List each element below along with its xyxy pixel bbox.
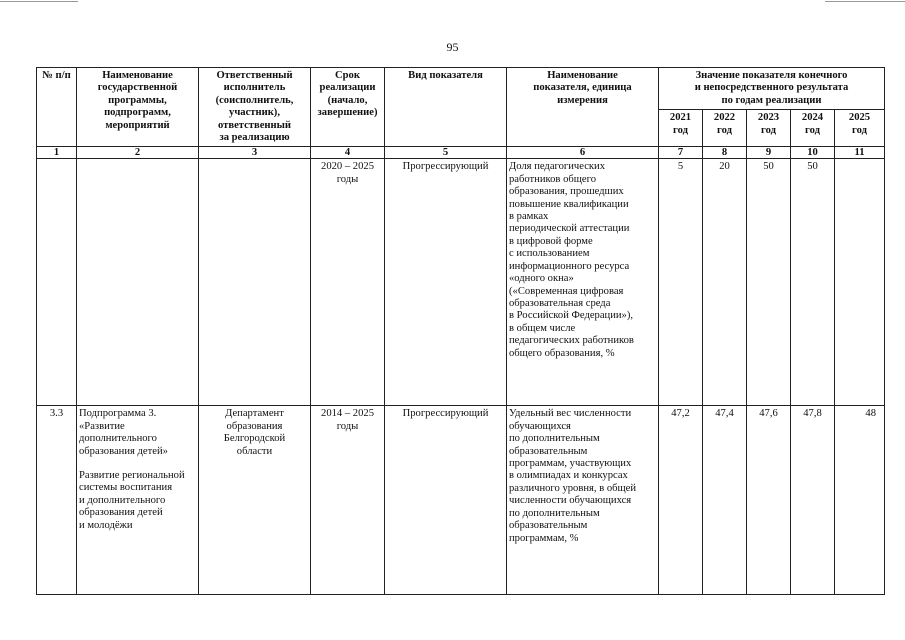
page-number: 95 [446,40,459,54]
column-number: 6 [507,147,659,159]
header-year-2024: 2024 год [791,110,835,147]
row-indicator-name: Удельный вес численности обучающихся по дополнительным образовательным программам, участвующих в олимпиадах и конкурсах различного уровня, в общей численности обучающихся по дополнительным образовательным программам, % [507,406,659,595]
row-responsible [199,159,311,406]
column-number: 4 [311,147,385,159]
header-year-2022: 2022 год [703,110,747,147]
header-indicator-type: Вид показателя [385,68,507,147]
row-value-2021: 47,2 [659,406,703,595]
row-program-cell [77,406,199,595]
table-row [37,406,885,595]
row-indicator-type: Прогрессирующий [385,159,507,406]
row-program-name: Подпрограмма 3. «Развитие дополнительного образования детей» [79,408,168,457]
column-number: 2 [77,147,199,159]
row-value-2025: 48 [835,406,885,595]
header-program-name: Наименование государственной программы, подпрограмм, мероприятий [77,68,199,147]
row-value-2022: 20 [703,159,747,406]
column-number: 9 [747,147,791,159]
row-num [37,159,77,406]
row-indicator-type: Прогрессирующий [385,406,507,595]
row-value-2023: 47,6 [747,406,791,595]
row-value-2021: 5 [659,159,703,406]
column-number: 3 [199,147,311,159]
header-indicator-name: Наименование показателя, единица измерения [507,68,659,147]
table-row [37,159,885,406]
row-program-name [77,159,199,406]
header-year-2023: 2023 год [747,110,791,147]
header-num: № п/п [37,68,77,147]
header-values-by-year: Значение показателя конечного и непосредственного результата по годам реализации [659,68,885,110]
header-responsible: Ответственный исполнитель (соисполнитель, участник), ответственный за реализацию [199,68,311,147]
row-value-2024: 47,8 [791,406,835,595]
row-program-description: Развитие региональной системы воспитания и дополнительного образования детей и молодёжи [79,470,185,531]
row-value-2022: 47,4 [703,406,747,595]
header-row-1 [37,68,885,110]
row-num: 3.3 [37,406,77,595]
column-number: 7 [659,147,703,159]
column-number-row [37,147,885,159]
row-value-2023: 50 [747,159,791,406]
column-number: 10 [791,147,835,159]
column-number: 8 [703,147,747,159]
row-indicator-name: Доля педагогических работников общего образования, прошедших повышение квалификации в рамках периодической аттестации в цифровой форме с использованием информационного ресурса «одного окна» («Современная цифровая образовательная среда в Российской Федерации»), в общем числе педагогических работников общего образования, % [507,159,659,406]
row-period: 2014 – 2025 годы [311,406,385,595]
row-value-2024: 50 [791,159,835,406]
row-period: 2020 – 2025 годы [311,159,385,406]
column-number: 5 [385,147,507,159]
header-year-2025: 2025 год [835,110,885,147]
row-value-2025 [835,159,885,406]
scan-edge-line-right [825,1,905,2]
row-responsible: Департамент образования Белгородской области [199,406,311,595]
header-year-2021: 2021 год [659,110,703,147]
column-number: 1 [37,147,77,159]
scan-edge-line-left [0,1,78,2]
column-number: 11 [835,147,885,159]
header-period: Срок реализации (начало, завершение) [311,68,385,147]
indicator-table [36,67,885,595]
